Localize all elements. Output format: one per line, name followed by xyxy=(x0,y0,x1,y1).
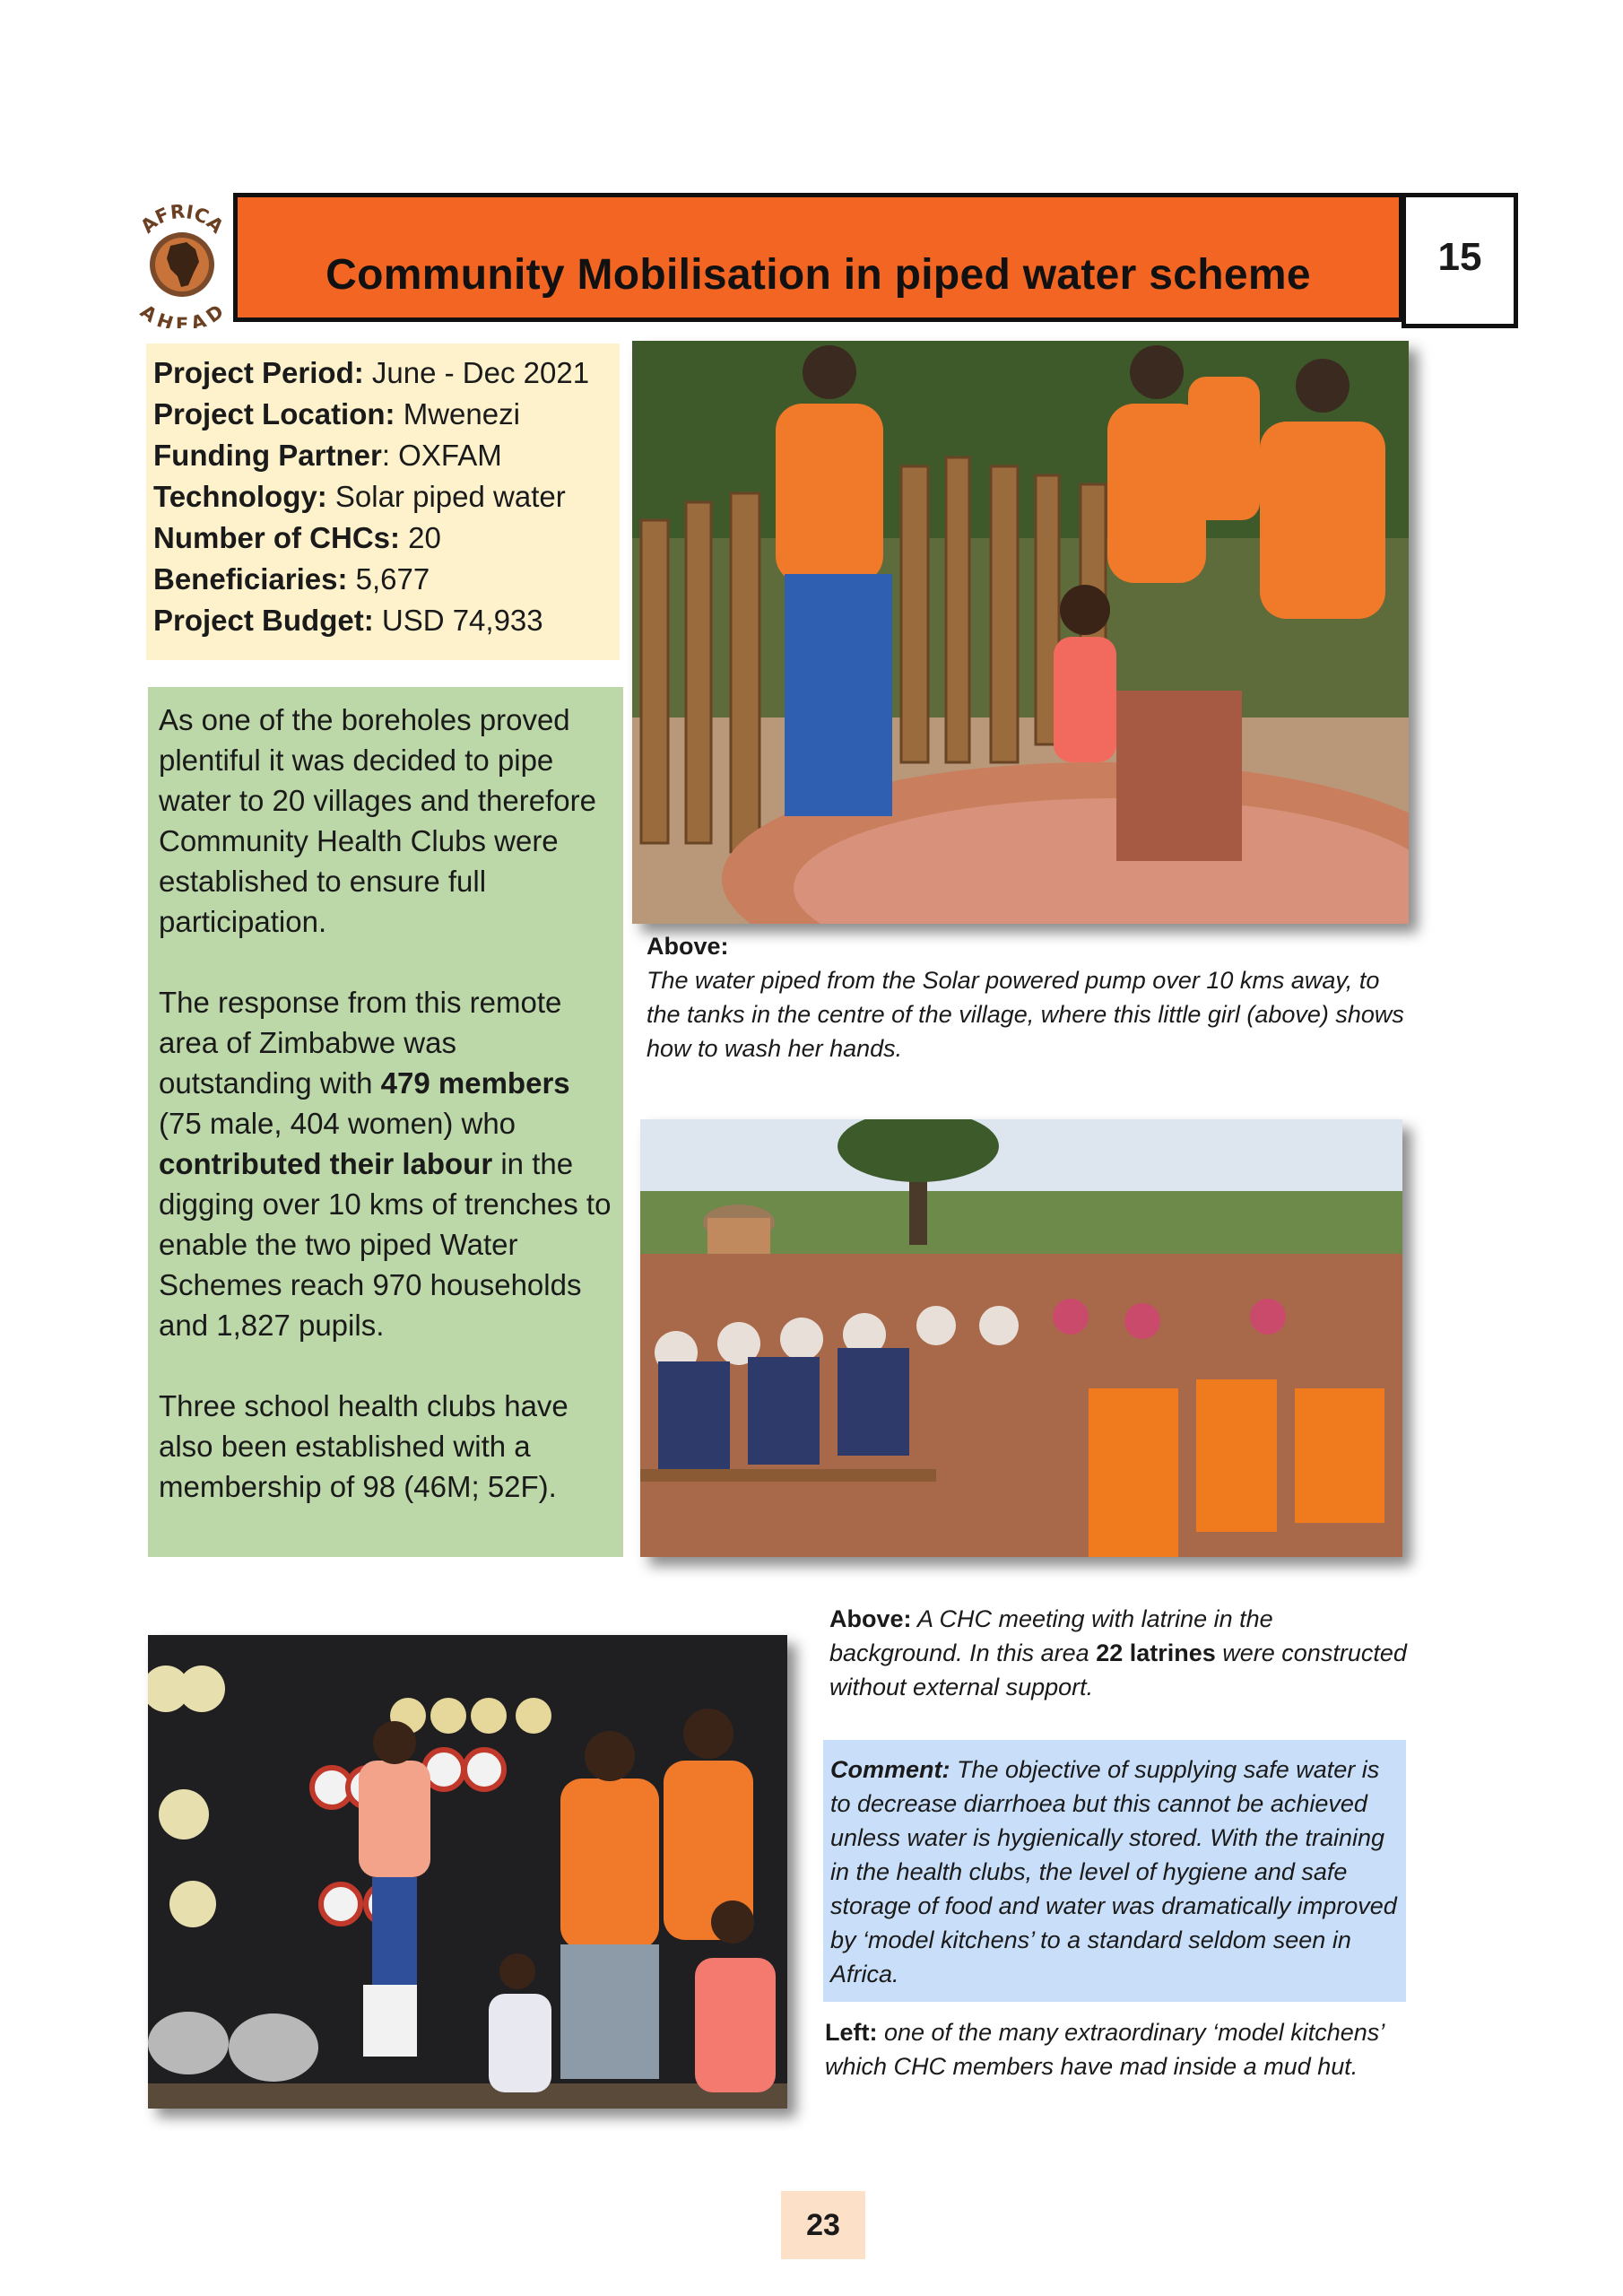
page-number: 23 xyxy=(781,2191,865,2259)
story-text-box xyxy=(148,687,623,1557)
story-bold: 479 members xyxy=(380,1066,570,1100)
page-title: Community Mobilisation in piped water scheme xyxy=(325,250,1311,299)
story-text: in the digging over 10 kms of trenches to enable the two piped Water Schemes reach 970 households and 1,827 pupils. xyxy=(159,1147,612,1342)
caption-head: Above: xyxy=(829,1605,912,1632)
caption-photo-2 xyxy=(829,1602,1412,1704)
story-paragraph-3: Three school health clubs have also been established with a membership of 98 (46M; 52F). xyxy=(159,1389,568,1503)
svg-text:AHEAD xyxy=(136,300,228,328)
info-row-funding xyxy=(153,435,612,476)
logo-text-bottom: AHEAD xyxy=(136,300,228,328)
info-row-beneficiaries xyxy=(153,559,612,600)
story-paragraph-2 xyxy=(159,982,614,1345)
info-value: Mwenezi xyxy=(395,397,520,430)
info-row-location xyxy=(153,394,612,435)
caption-bold: 22 latrines xyxy=(1096,1639,1216,1666)
comment-text: The objective of supplying safe water is to decrease diarrhoea but this cannot be achieved unless water is hygienically stored. With the training in the health clubs, the level of hygiene and safe storage of food and water was dramatically improved by ‘model kitchens’ to a standard seldom seen in Africa. xyxy=(830,1756,1397,1987)
info-label: Beneficiaries: xyxy=(153,562,348,596)
info-label: Project Location: xyxy=(153,397,395,430)
info-label: Number of CHCs: xyxy=(153,521,401,554)
story-text: The response from this remote area of Zimbabwe was outstanding with xyxy=(159,986,562,1100)
logo-text-top: AFRICA xyxy=(136,200,228,238)
info-row-budget xyxy=(153,600,612,641)
info-label: Technology: xyxy=(153,480,327,513)
info-value: Solar piped water xyxy=(326,480,566,513)
section-number-badge xyxy=(1402,193,1518,328)
info-label: Funding Partner xyxy=(153,439,382,472)
story-paragraph-1: As one of the boreholes proved plentiful it was decided to pipe water to 20 villages and therefore Community Health Clubs were established to ensure full participation. xyxy=(159,703,596,938)
story-text: (75 male, 404 women) who xyxy=(159,1107,516,1140)
svg-text:AFRICA xyxy=(136,201,228,239)
caption-head: Above: xyxy=(647,933,729,960)
caption-photo-3 xyxy=(825,2015,1417,2083)
info-value: USD 74,933 xyxy=(373,604,543,637)
photo-chc-meeting xyxy=(640,1119,1402,1557)
story-bold: contributed their labour xyxy=(159,1147,493,1180)
caption-text: A CHC meeting with latrine in the background. In this area xyxy=(829,1605,1273,1666)
info-value: 20 xyxy=(400,521,441,554)
info-row-period xyxy=(153,352,612,394)
info-value: : OXFAM xyxy=(381,439,502,472)
section-number: 15 xyxy=(1437,235,1482,279)
comment-head: Comment: xyxy=(830,1756,950,1783)
info-label: Project Budget: xyxy=(153,604,374,637)
info-row-chcs xyxy=(153,517,612,559)
caption-head: Left: xyxy=(825,2019,878,2046)
info-value: June - Dec 2021 xyxy=(363,356,590,389)
comment-box xyxy=(823,1740,1406,2002)
project-info-box xyxy=(146,344,620,660)
info-value: 5,677 xyxy=(347,562,430,596)
caption-text: one of the many extraordinary ‘model kitchens’ which CHC members have mad inside a mud hut. xyxy=(825,2019,1384,2080)
info-row-technology xyxy=(153,476,612,517)
africa-ahead-logo xyxy=(124,187,240,328)
photo-model-kitchen xyxy=(148,1635,787,2109)
caption-text: The water piped from the Solar powered pump over 10 kms away, to the tanks in the centre of the village, where this little girl (above) shows how to wash her hands. xyxy=(647,967,1404,1062)
photo-girl-washing-hands xyxy=(632,341,1409,924)
header-banner xyxy=(233,193,1403,322)
caption-photo-1 xyxy=(647,929,1409,1065)
caption-text: were constructed without external support. xyxy=(829,1639,1407,1700)
info-label: Project Period: xyxy=(153,356,364,389)
